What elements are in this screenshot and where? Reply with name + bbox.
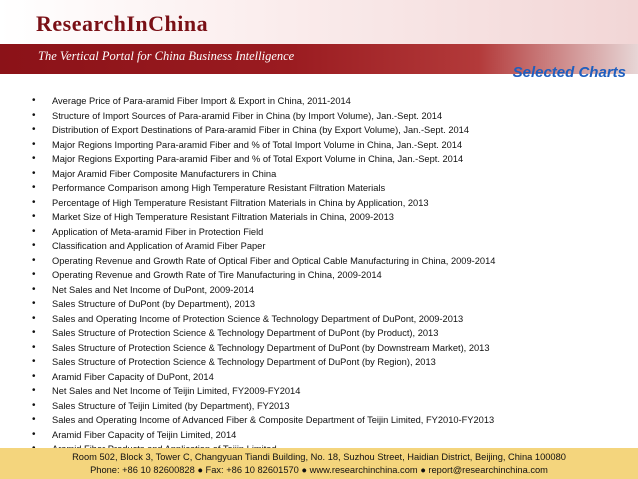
list-item [30, 312, 630, 327]
list-item [30, 138, 630, 153]
list-item [30, 428, 630, 443]
list-item [30, 152, 630, 167]
list-item-text: Net Sales and Net Income of DuPont, 2009-2014 [52, 284, 255, 295]
list-item-text: Market Size of High Temperature Resistant Filtration Materials in China, 2009-2013 [52, 212, 394, 222]
bullet-icon: • [32, 356, 36, 367]
bullet-icon: • [32, 182, 36, 193]
bullet-icon: • [32, 153, 36, 164]
list-item-text: Aramid Fiber Capacity of Teijin Limited, 2014 [52, 429, 237, 440]
list-item [30, 384, 630, 399]
list-item [30, 196, 630, 211]
bullet-icon: • [32, 95, 36, 106]
list-item [30, 123, 630, 138]
bullet-icon: • [32, 109, 36, 121]
list-item-text: Sales Structure of Protection Science & Technology Department of DuPont (by Downstream Market), 2013 [52, 342, 490, 353]
bullet-icon: • [32, 283, 36, 295]
footer-address: Room 502, Block 3, Tower C, Changyuan Tiandi Building, No. 18, Suzhou Street, Haidian District, Beijing, China 100080 [72, 452, 566, 462]
list-item-text: Major Aramid Fiber Composite Manufacturers in China [52, 168, 277, 179]
list-item-text: Major Regions Exporting Para-aramid Fiber and % of Total Export Volume in China, Jan.-Sept. 2014 [52, 154, 464, 164]
bullet-icon: • [32, 167, 36, 179]
list-item-text: Major Regions Importing Para-aramid Fiber and % of Total Import Volume in China, Jan.-Sept. 2014 [52, 139, 463, 150]
bullet-icon: • [32, 269, 36, 280]
list-item [30, 268, 630, 283]
list-item [30, 370, 630, 385]
list-item-text: Sales Structure of Teijin Limited (by Department), FY2013 [52, 400, 290, 411]
bullet-icon: • [32, 196, 36, 208]
list-item-text: Average Price of Para-aramid Fiber Import & Export in China, 2011-2014 [52, 96, 351, 106]
bullet-icon: • [32, 240, 36, 251]
list-item-text: Application of Meta-aramid Fiber in Protection Field [52, 226, 264, 237]
list-item-text: Sales Structure of DuPont (by Department), 2013 [52, 299, 256, 309]
bullet-icon: • [32, 341, 36, 353]
list-item-text: Classification and Application of Aramid Fiber Paper [52, 241, 266, 251]
bullet-icon: • [32, 124, 36, 135]
list-item [30, 413, 630, 428]
footer-contact: Phone: +86 10 82600828 ● Fax: +86 10 82601570 ● www.researchinchina.com ● report@researchinchina.com [90, 465, 548, 475]
list-item [30, 283, 630, 298]
list-item [30, 326, 630, 341]
bullet-icon: • [32, 327, 36, 338]
bullet-icon: • [32, 138, 36, 150]
list-item [30, 399, 630, 414]
list-item-text: Sales and Operating Income of Advanced Fiber & Composite Department of Teijin Limited, FY2010-FY2013 [52, 415, 495, 425]
list-item [30, 254, 630, 269]
page-title: Selected Charts [512, 64, 626, 81]
list-item [30, 355, 630, 370]
list-item [30, 297, 630, 312]
header-banner [0, 0, 638, 74]
list-item-text: Operating Revenue and Growth Rate of Optical Fiber and Optical Cable Manufacturing in China, 2009-2014 [52, 255, 496, 266]
list-item-text: Percentage of High Temperature Resistant Filtration Materials in China by Application, 2013 [52, 197, 429, 208]
bullet-icon: • [32, 254, 36, 266]
list-item-text: Sales Structure of Protection Science & Technology Department of DuPont (by Product), 2013 [52, 328, 439, 338]
list-item-text: Aramid Fiber Capacity of DuPont, 2014 [52, 371, 214, 382]
list-item-text: Sales Structure of Protection Science & Technology Department of DuPont (by Region), 2013 [52, 357, 436, 367]
list-item [30, 109, 630, 124]
bullet-icon: • [32, 414, 36, 425]
list-item-text: Performance Comparison among High Temperature Resistant Filtration Materials [52, 183, 386, 193]
list-item-text: Net Sales and Net Income of Teijin Limited, FY2009-FY2014 [52, 386, 301, 396]
list-item [30, 94, 630, 109]
bullet-icon: • [32, 385, 36, 396]
bullet-icon: • [32, 225, 36, 237]
bullet-icon: • [32, 211, 36, 222]
chart-list [30, 94, 630, 457]
list-item-text: Operating Revenue and Growth Rate of Tire Manufacturing in China, 2009-2014 [52, 270, 382, 280]
bullet-icon: • [32, 399, 36, 411]
list-item [30, 225, 630, 240]
bullet-icon: • [32, 312, 36, 324]
list-item-text: Distribution of Export Destinations of Para-aramid Fiber in China (by Export Volume), Jan.-Sept. 2014 [52, 125, 470, 135]
list-item [30, 341, 630, 356]
list-item [30, 181, 630, 196]
list-item-text: Sales and Operating Income of Protection Science & Technology Department of DuPont, 2009-2013 [52, 313, 464, 324]
researchinchina-logo: ResearchInChina [36, 11, 209, 36]
list-item [30, 210, 630, 225]
list-item [30, 167, 630, 182]
list-item-text: Structure of Import Sources of Para-aramid Fiber in China (by Import Volume), Jan.-Sept. 2014 [52, 110, 443, 121]
footer [0, 448, 638, 479]
bullet-icon: • [32, 370, 36, 382]
bullet-icon: • [32, 298, 36, 309]
tagline: The Vertical Portal for China Business Intelligence [38, 49, 295, 63]
list-item [30, 239, 630, 254]
bullet-icon: • [32, 428, 36, 440]
